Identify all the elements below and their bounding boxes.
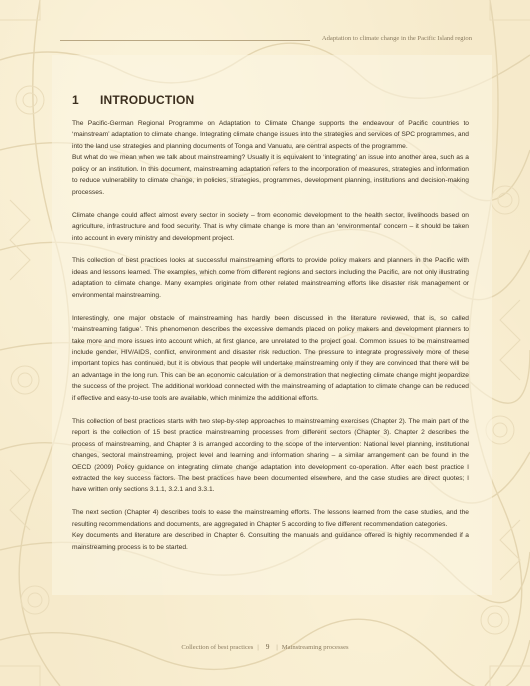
header-rule [60, 40, 310, 41]
chapter-title: INTRODUCTION [100, 93, 195, 107]
running-header: Adaptation to climate change in the Pacific Island region [321, 35, 472, 42]
footer-separator: | [276, 644, 278, 651]
paragraph: But what do we mean when we talk about mainstreaming? Usually it is equivalent to ‘integrating’ an issue into another area, such as a policy or an institution. In this document, mainstreaming adaptation refers to the incorporation of measures, strategies and information to reduce vulnerability to climate change, in policies, strategies, programmes, development planning, institutions and decision-making processes. [72, 154, 469, 196]
page-footer [0, 642, 530, 651]
paragraph: This collection of best practices looks at successful mainstreaming efforts to provide policy makers and planners in the Pacific with ideas and lessons learned. The examples, which come from different regions and sectors including the Pacific, are not only illustrating adaptation to climate change. Many examples originate from other related mainstreaming efforts like disaster risk management or environmental mainstreaming. [72, 257, 469, 299]
body-text [72, 118, 469, 553]
paragraph: The Pacific-German Regional Programme on Adaptation to Climate Change supports the endeavour of Pacific countries to ‘mainstream’ adaptation to climate change. Integrating climate change issues into the strategies and services of SPC programmes, and into the land use strategies and planning documents of Tonga and Vanuatu, are central aspects of the programme. [72, 120, 469, 150]
paragraph: This collection of best practices starts with two step-by-step approaches to mainstreaming exercises (Chapter 2). The main part of the report is the collection of 15 best practice mainstreaming processes from different sectors (Chapter 3). Chapter 2 describes the process of mainstreaming, and Chapter 3 is arranged according to the scope of the intervention: National level planning, institutional changes, sectoral mainstreaming, project level and learning and information sharing – a similar arrangement can be found in the OECD (2009) Policy guidance on integrating climate change adaptation into development co-operation. After each best practice I extracted the key success factors. The best practices have been documented elsewhere, and the case studies are direct quotes; I have written only sections 3.1.1, 3.2.1 and 3.3.1. [72, 417, 469, 494]
page-number: 9 [265, 642, 270, 651]
footer-separator: | [257, 644, 259, 651]
chapter-number: 1 [72, 93, 79, 107]
footer-section-title: Mainstreaming processes [281, 644, 349, 651]
chapter-heading [72, 93, 194, 107]
paragraph: Climate change could affect almost every sector in society – from economic development to the health sector, livelihoods based on agriculture, infrastructure and food security. That is why climate change is more than an ‘environmental’ concern – it should be taken into account in every ministry and development project. [72, 211, 469, 242]
paragraph: The next section (Chapter 4) describes tools to ease the mainstreaming efforts. The lessons learned from the case studies, and the resulting recommendations and documents, are aggregated in Chapter 5 according to five different recommendation categories. [72, 509, 469, 528]
footer-collection-title: Collection of best practices [181, 644, 254, 651]
paragraph: Key documents and literature are described in Chapter 6. Consulting the manuals and guidance offered is highly recommended if a mainstreaming process is to be started. [72, 532, 469, 551]
paragraph: Interestingly, one major obstacle of mainstreaming has hardly been discussed in the literature reviewed, that is, so called ‘mainstreaming fatigue’. This phenomenon describes the excessive demands placed on policy makers and development planners to take more and more issues into account which, at first glance, are unrelated to the project goal. Common issues to be mainstreamed include gender, HIV/AIDS, conflict, environment and disaster risk reduction. The pressure to integrate progressively more of these important topics has continued, but it is obvious that people will undertake mainstreaming only if they are convinced that there will be an advantage in the long run. This can be an economic calculation or a demonstration that neglecting climate change might jeopardize the success of the project. The additional workload connected with the mainstreaming of adaptation to climate change can be reduced if effective and easy-to-use tools are available, which minimize the additional efforts. [72, 314, 469, 402]
